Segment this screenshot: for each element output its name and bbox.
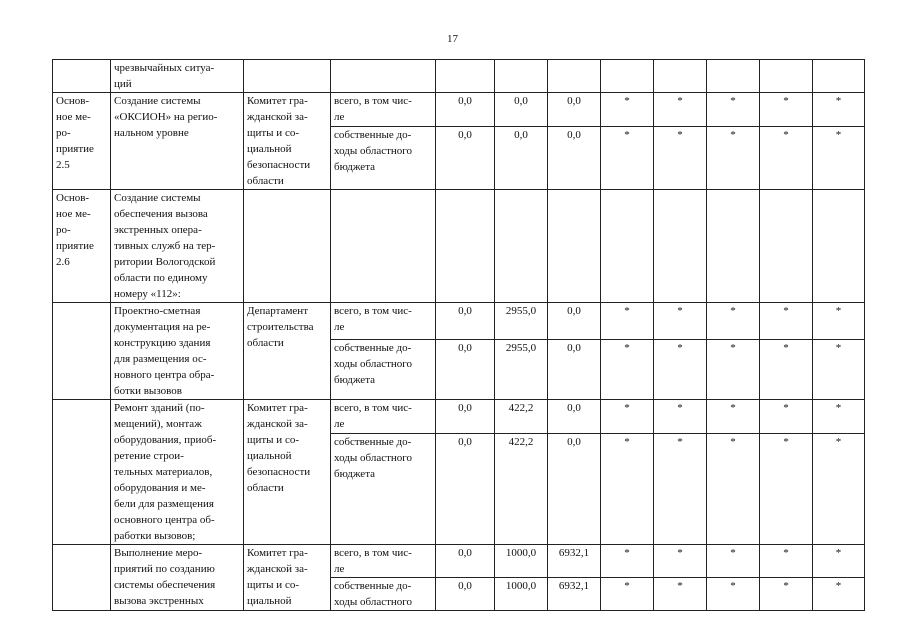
funding-source: [331, 60, 436, 93]
indicator-cell-3: [707, 190, 760, 303]
amount-cell-3: [548, 60, 601, 93]
indicator-cell-3: *: [707, 433, 760, 544]
amount-cell-3: 0,0: [548, 126, 601, 189]
event-executor: Комитет гра- жданской за- щиты и со- циальной безопасности области: [244, 93, 331, 190]
event-number: [53, 60, 111, 93]
amount-cell-3: 0,0: [548, 93, 601, 127]
table-row: [53, 93, 865, 127]
amount-cell-1: 0,0: [436, 578, 495, 611]
page-number: 17: [447, 33, 458, 45]
event-number: [53, 400, 111, 545]
amount-cell-1: 0,0: [436, 93, 495, 127]
event-executor: Департамент строительства области: [244, 303, 331, 400]
event-number: Основ- ное ме- ро- приятие 2.5: [53, 93, 111, 190]
event-executor: [244, 60, 331, 93]
funding-source: всего, в том чис- ле: [331, 545, 436, 578]
indicator-cell-2: *: [654, 400, 707, 434]
indicator-cell-5: *: [813, 303, 865, 340]
indicator-cell-5: [813, 60, 865, 93]
event-executor: Комитет гра- жданской за- щиты и со- циальной: [244, 545, 331, 611]
event-name: Проектно-сметная документация на ре- конструкцию здания для размещения ос- новного центра обра- ботки вызовов: [111, 303, 244, 400]
indicator-cell-5: *: [813, 400, 865, 434]
budget-table: [52, 59, 865, 611]
indicator-cell-5: *: [813, 339, 865, 399]
indicator-cell-3: *: [707, 126, 760, 189]
amount-cell-2: 1000,0: [495, 578, 548, 611]
amount-cell-1: [436, 190, 495, 303]
funding-source: собственные до- ходы областного: [331, 578, 436, 611]
amount-cell-1: 0,0: [436, 303, 495, 340]
indicator-cell-1: *: [601, 126, 654, 189]
table-row: [53, 303, 865, 340]
indicator-cell-5: *: [813, 126, 865, 189]
event-number: [53, 545, 111, 611]
indicator-cell-4: [760, 60, 813, 93]
amount-cell-3: 0,0: [548, 433, 601, 544]
indicator-cell-2: *: [654, 93, 707, 127]
indicator-cell-3: *: [707, 545, 760, 578]
indicator-cell-1: [601, 190, 654, 303]
indicator-cell-4: *: [760, 545, 813, 578]
indicator-cell-4: *: [760, 578, 813, 611]
funding-source: [331, 190, 436, 303]
indicator-cell-2: *: [654, 339, 707, 399]
indicator-cell-2: *: [654, 303, 707, 340]
indicator-cell-1: *: [601, 545, 654, 578]
indicator-cell-5: *: [813, 545, 865, 578]
amount-cell-2: 0,0: [495, 93, 548, 127]
funding-source: собственные до- ходы областного бюджета: [331, 433, 436, 544]
indicator-cell-4: [760, 190, 813, 303]
event-name: Ремонт зданий (по- мещений), монтаж оборудования, приоб- ретение строи- тельных материалов, оборудования и ме- бели для размещения основного центра об- работки вызовов;: [111, 400, 244, 545]
indicator-cell-4: *: [760, 339, 813, 399]
event-name: Создание системы обеспечения вызова экстренных опера- тивных служб на тер- ритории Вологодской области по единому номеру «112»:: [111, 190, 244, 303]
indicator-cell-5: *: [813, 93, 865, 127]
funding-source: всего, в том чис- ле: [331, 303, 436, 340]
indicator-cell-4: *: [760, 93, 813, 127]
indicator-cell-3: *: [707, 93, 760, 127]
indicator-cell-1: *: [601, 303, 654, 340]
funding-source: собственные до- ходы областного бюджета: [331, 339, 436, 399]
table-row: [53, 545, 865, 578]
indicator-cell-1: *: [601, 400, 654, 434]
amount-cell-2: 1000,0: [495, 545, 548, 578]
indicator-cell-1: *: [601, 339, 654, 399]
event-name: Выполнение меро- приятий по созданию системы обеспечения вызова экстренных: [111, 545, 244, 611]
event-executor: Комитет гра- жданской за- щиты и со- циальной безопасности области: [244, 400, 331, 545]
indicator-cell-1: *: [601, 93, 654, 127]
funding-source: собственные до- ходы областного бюджета: [331, 126, 436, 189]
amount-cell-2: [495, 190, 548, 303]
event-executor: [244, 190, 331, 303]
funding-source: всего, в том чис- ле: [331, 93, 436, 127]
event-number: [53, 303, 111, 400]
indicator-cell-3: *: [707, 578, 760, 611]
amount-cell-3: 6932,1: [548, 578, 601, 611]
amount-cell-1: 0,0: [436, 126, 495, 189]
indicator-cell-3: *: [707, 400, 760, 434]
amount-cell-2: 422,2: [495, 400, 548, 434]
table-row: [53, 60, 865, 93]
indicator-cell-1: [601, 60, 654, 93]
amount-cell-2: 2955,0: [495, 339, 548, 399]
amount-cell-2: [495, 60, 548, 93]
indicator-cell-4: *: [760, 126, 813, 189]
indicator-cell-5: [813, 190, 865, 303]
indicator-cell-2: [654, 60, 707, 93]
amount-cell-3: 0,0: [548, 303, 601, 340]
indicator-cell-4: *: [760, 303, 813, 340]
amount-cell-1: 0,0: [436, 400, 495, 434]
indicator-cell-4: *: [760, 433, 813, 544]
amount-cell-3: 0,0: [548, 339, 601, 399]
indicator-cell-2: *: [654, 545, 707, 578]
amount-cell-3: 0,0: [548, 400, 601, 434]
amount-cell-1: 0,0: [436, 339, 495, 399]
amount-cell-1: 0,0: [436, 433, 495, 544]
indicator-cell-2: *: [654, 126, 707, 189]
table-row: [53, 190, 865, 303]
indicator-cell-1: *: [601, 433, 654, 544]
event-number: Основ- ное ме- ро- приятие 2.6: [53, 190, 111, 303]
amount-cell-1: 0,0: [436, 545, 495, 578]
indicator-cell-2: *: [654, 578, 707, 611]
amount-cell-2: 0,0: [495, 126, 548, 189]
event-name: Создание системы «ОКСИОН» на регио- нальном уровне: [111, 93, 244, 190]
indicator-cell-5: *: [813, 433, 865, 544]
amount-cell-2: 422,2: [495, 433, 548, 544]
indicator-cell-5: *: [813, 578, 865, 611]
amount-cell-1: [436, 60, 495, 93]
indicator-cell-3: *: [707, 339, 760, 399]
amount-cell-2: 2955,0: [495, 303, 548, 340]
amount-cell-3: 6932,1: [548, 545, 601, 578]
indicator-cell-1: *: [601, 578, 654, 611]
amount-cell-3: [548, 190, 601, 303]
table-row: [53, 400, 865, 434]
indicator-cell-2: [654, 190, 707, 303]
indicator-cell-3: *: [707, 303, 760, 340]
indicator-cell-3: [707, 60, 760, 93]
event-name: чрезвычайных ситуа- ций: [111, 60, 244, 93]
indicator-cell-4: *: [760, 400, 813, 434]
funding-source: всего, в том чис- ле: [331, 400, 436, 434]
indicator-cell-2: *: [654, 433, 707, 544]
